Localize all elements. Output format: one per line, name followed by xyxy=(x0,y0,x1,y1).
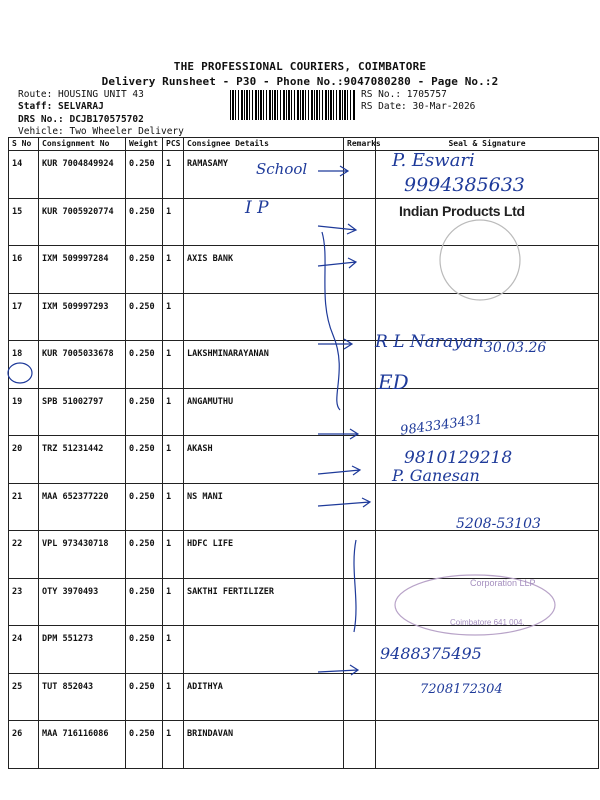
cell-weight: 0.250 xyxy=(126,673,163,721)
arrow-row16 xyxy=(318,258,356,268)
hw-phone22: 5208-53103 xyxy=(456,516,541,532)
cell-pcs: 1 xyxy=(163,531,184,579)
cell-weight: 0.250 xyxy=(126,436,163,484)
cell-consignment: IXM 509997284 xyxy=(39,246,126,294)
cell-sno: 17 xyxy=(9,293,39,341)
cell-sno: 23 xyxy=(9,578,39,626)
cell-consignee: BRINDAVAN xyxy=(184,721,344,769)
cell-weight: 0.250 xyxy=(126,246,163,294)
arrow-row21 xyxy=(318,466,360,475)
cell-consignment: TUT 852043 xyxy=(39,673,126,721)
hw-num26: 7208172304 xyxy=(420,682,503,697)
hw-school: School xyxy=(256,160,308,178)
stamp-text-row24-line1: Corporation LLP xyxy=(470,578,536,588)
bracket-line xyxy=(322,232,340,410)
arrow-row14 xyxy=(318,166,348,176)
cell-consignee: AKASH xyxy=(184,436,344,484)
cell-weight: 0.250 xyxy=(126,151,163,199)
cell-sno: 25 xyxy=(9,673,39,721)
hw-sig14: P. Eswari xyxy=(392,150,475,171)
cell-consignee: SAKTHI FERTILIZER xyxy=(184,578,344,626)
cell-consignment: OTY 3970493 xyxy=(39,578,126,626)
circle-row19 xyxy=(8,363,32,383)
cell-sno: 18 xyxy=(9,341,39,389)
cell-weight: 0.250 xyxy=(126,721,163,769)
cell-pcs: 1 xyxy=(163,388,184,436)
cell-consignment: KUR 7004849924 xyxy=(39,151,126,199)
route-label: Route: HOUSING UNIT 43 xyxy=(18,89,144,100)
cell-sno: 21 xyxy=(9,483,39,531)
cell-pcs: 1 xyxy=(163,151,184,199)
col-sno: S No xyxy=(9,138,39,151)
arrow-row26 xyxy=(318,665,358,675)
hw-phone26: 9488375495 xyxy=(380,644,482,663)
cell-pcs: 1 xyxy=(163,578,184,626)
cell-consignment: MAA 652377220 xyxy=(39,483,126,531)
arrow-row22 xyxy=(318,498,370,507)
cell-sno: 26 xyxy=(9,721,39,769)
col-consignee: Consignee Details xyxy=(184,138,344,151)
cell-weight: 0.250 xyxy=(126,531,163,579)
col-weight: Weight xyxy=(126,138,163,151)
cell-consignment: TRZ 51231442 xyxy=(39,436,126,484)
header-subtitle: Delivery Runsheet - P30 - Phone No.:9047080280 - Page No.:2 xyxy=(101,75,499,88)
hw-sig21: P. Ganesan xyxy=(392,466,480,485)
hw-phone21: 9810129218 xyxy=(404,448,513,468)
col-seal: Seal & Signature xyxy=(376,138,599,151)
cell-consignment: DPM 551273 xyxy=(39,626,126,674)
cell-consignment: VPL 973430718 xyxy=(39,531,126,579)
cell-pcs: 1 xyxy=(163,436,184,484)
cell-consignee: AXIS BANK xyxy=(184,246,344,294)
rs-date-label: RS Date: 30-Mar-2026 xyxy=(361,101,476,112)
hw-phone14: 9994385633 xyxy=(404,174,525,196)
cell-consignment: KUR 7005033678 xyxy=(39,341,126,389)
cell-weight: 0.250 xyxy=(126,626,163,674)
cell-weight: 0.250 xyxy=(126,578,163,626)
arrow-row20 xyxy=(318,429,358,439)
hw-sig18: R L Narayan xyxy=(375,332,484,352)
cell-consignment: SPB 51002797 xyxy=(39,388,126,436)
cell-pcs: 1 xyxy=(163,721,184,769)
rs-no-label: RS No.: 1705757 xyxy=(361,89,447,100)
cell-sno: 24 xyxy=(9,626,39,674)
faint-stamp-row16 xyxy=(440,220,520,300)
col-remarks: Remarks xyxy=(344,138,376,151)
drs-label: DRS No.: DCJB170575702 xyxy=(18,114,144,125)
cell-consignee: ADITHYA xyxy=(184,673,344,721)
cell-consignment: KUR 7005920774 xyxy=(39,198,126,246)
vehicle-label: Vehicle: Two Wheeler Delivery xyxy=(18,126,184,137)
cell-pcs: 1 xyxy=(163,293,184,341)
cell-pcs: 1 xyxy=(163,673,184,721)
cell-consignee: NS MANI xyxy=(184,483,344,531)
cell-pcs: 1 xyxy=(163,626,184,674)
cell-pcs: 1 xyxy=(163,341,184,389)
cell-consignee: HDFC LIFE xyxy=(184,531,344,579)
cell-sno: 14 xyxy=(9,151,39,199)
hw-ed: ED xyxy=(378,370,409,394)
hw-phone20: 9843343431 xyxy=(399,412,484,439)
cell-sno: 15 xyxy=(9,198,39,246)
stamp-text-row24-line2: Coimbatore 641 004. xyxy=(450,618,525,627)
hw-date18: 30.03.26 xyxy=(484,340,547,356)
cell-sno: 16 xyxy=(9,246,39,294)
hw-ip: I P xyxy=(245,198,269,218)
vertical-stroke xyxy=(354,540,356,632)
cell-weight: 0.250 xyxy=(126,293,163,341)
cell-consignee: LAKSHMINARAYANAN xyxy=(184,341,344,389)
col-pcs: PCS xyxy=(163,138,184,151)
arrow-row15 xyxy=(318,224,356,234)
seal-row15: Indian Products Ltd xyxy=(399,203,525,219)
col-consignment: Consignment No xyxy=(39,138,126,151)
cell-consignment: MAA 716116086 xyxy=(39,721,126,769)
cell-pcs: 1 xyxy=(163,246,184,294)
cell-weight: 0.250 xyxy=(126,388,163,436)
cell-weight: 0.250 xyxy=(126,483,163,531)
cell-consignee: RAMASAMY xyxy=(184,151,344,199)
cell-sno: 19 xyxy=(9,388,39,436)
staff-label: Staff: SELVARAJ xyxy=(18,101,104,112)
cell-pcs: 1 xyxy=(163,198,184,246)
cell-pcs: 1 xyxy=(163,483,184,531)
header-title: THE PROFESSIONAL COURIERS, COIMBATORE xyxy=(173,60,427,73)
cell-consignment: IXM 509997293 xyxy=(39,293,126,341)
cell-weight: 0.250 xyxy=(126,341,163,389)
cell-sno: 20 xyxy=(9,436,39,484)
cell-sno: 22 xyxy=(9,531,39,579)
cell-consignee: ANGAMUTHU xyxy=(184,388,344,436)
cell-weight: 0.250 xyxy=(126,198,163,246)
